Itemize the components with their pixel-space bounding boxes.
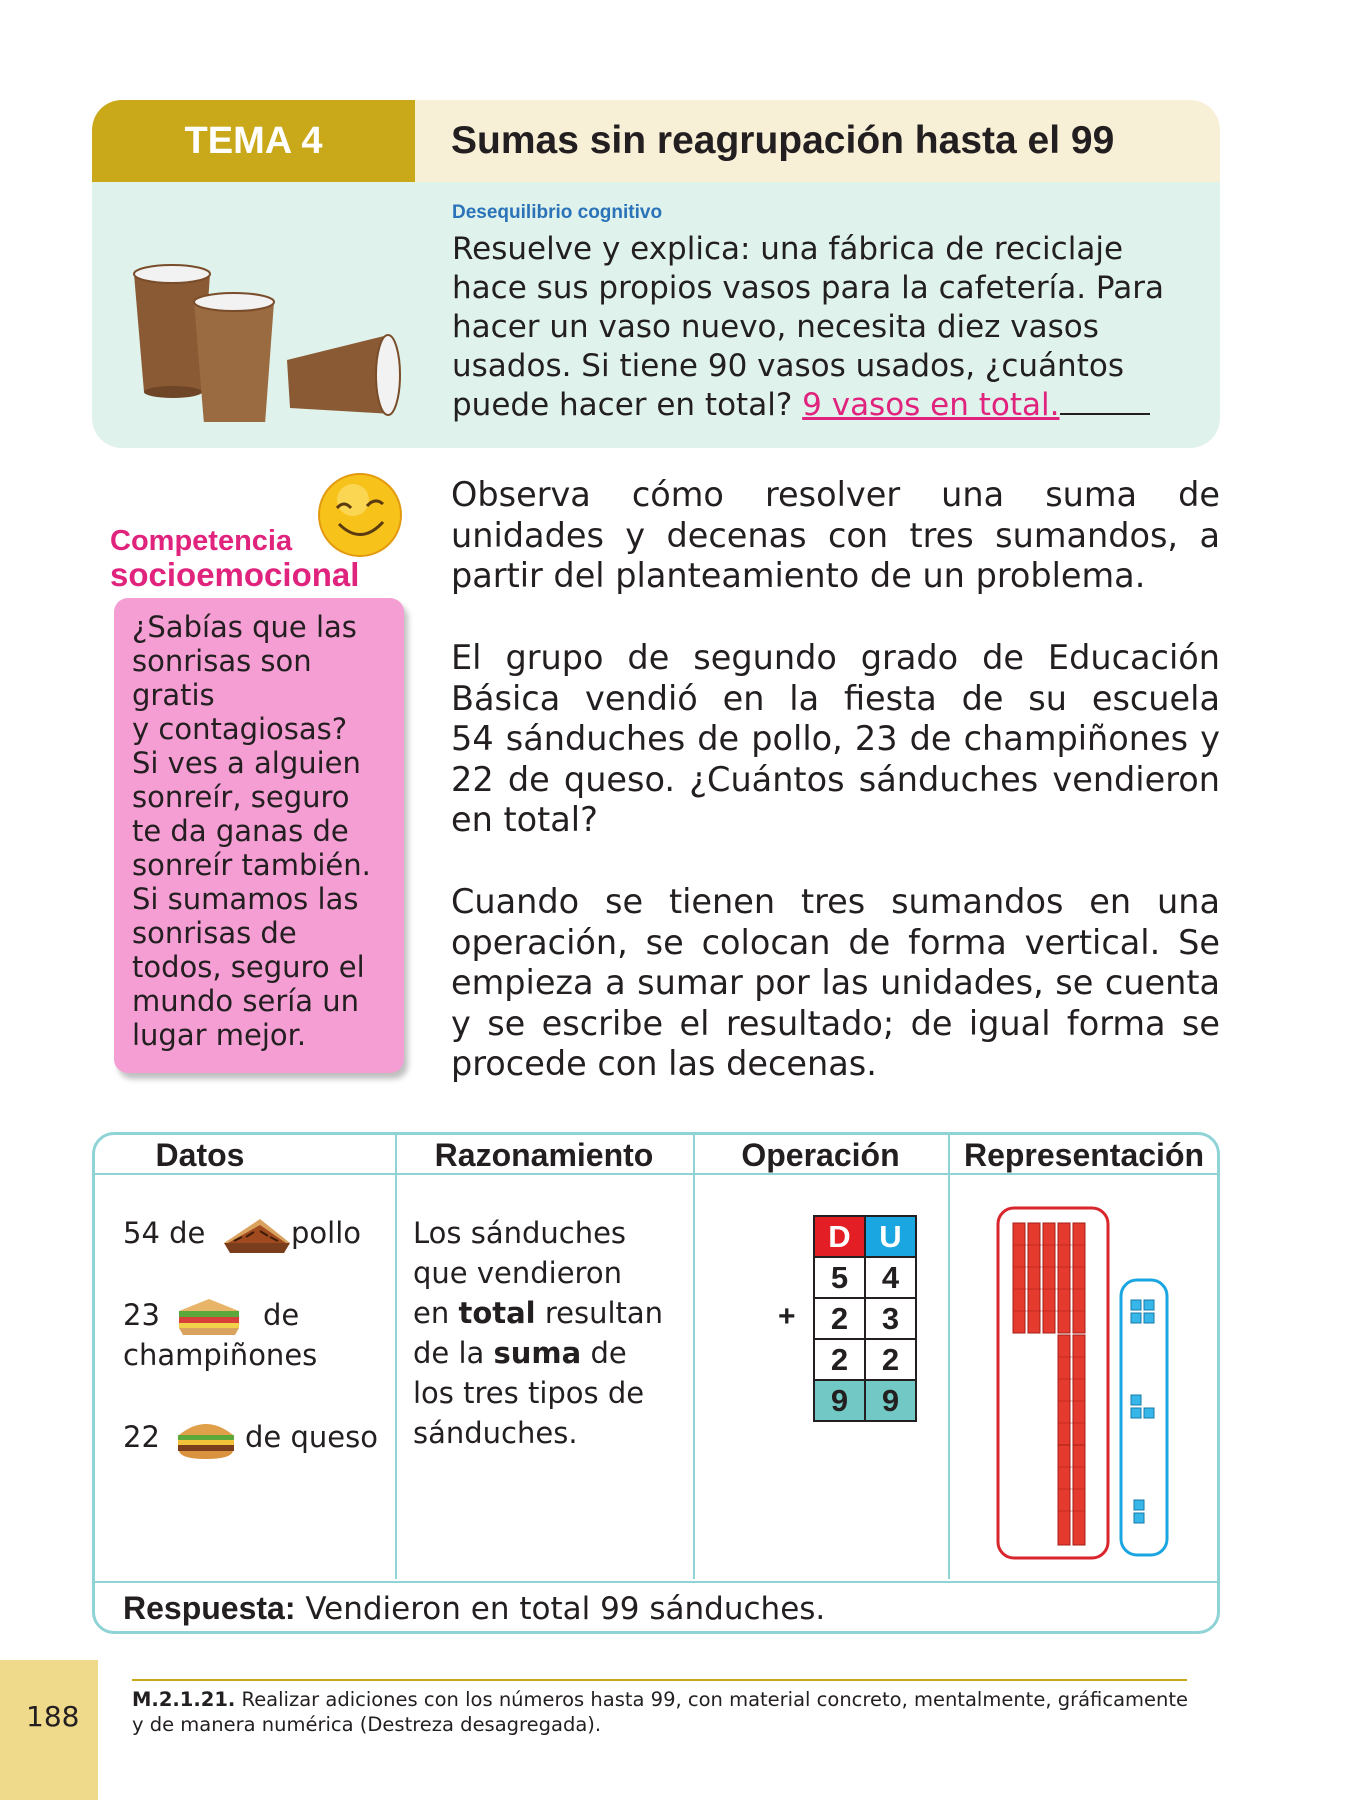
footer-skill — [132, 1687, 1202, 1737]
skill-text-2: y de manera numérica (Destreza desagregada). — [132, 1713, 602, 1736]
razon-line: sánduches. — [413, 1416, 578, 1450]
chicken-sandwich-icon — [220, 1213, 292, 1257]
skill-code: M.2.1.21. — [132, 1688, 236, 1711]
intro-paragraph — [451, 475, 1220, 597]
topic-title: Sumas sin reagrupación hasta el 99 — [415, 100, 1220, 182]
razon-line: los tres tipos de — [413, 1376, 645, 1410]
paragraph-line: 22 de queso. ¿Cuántos sánduches vendieron — [451, 759, 1220, 799]
page-number: 188 — [26, 1700, 80, 1733]
paragraph-line: El grupo de segundo grado de Educación — [451, 638, 1220, 677]
socio-line: gratis — [132, 678, 215, 712]
razon-line: Los sánduches — [413, 1216, 627, 1250]
paragraph-line: Básica vendió en la fiesta de su escuela — [451, 678, 1220, 718]
cognitive-question: puede hacer en total? — [452, 387, 793, 423]
header-razonamiento: Razonamiento — [434, 1136, 654, 1173]
razon-line: que vendieron — [413, 1256, 622, 1290]
socio-line: mundo sería un — [132, 984, 360, 1018]
socio-line: sonreír también. — [132, 848, 371, 882]
skill-text-1: Realizar adiciones con los números hasta 99, con material concreto, mentalmente, gráficamente — [241, 1688, 1189, 1711]
dato-champ-num: 23 — [123, 1298, 160, 1332]
socio-line: sonrisas son — [132, 644, 312, 678]
smiley-face-icon — [315, 470, 405, 560]
socio-line: Si ves a alguien — [132, 746, 361, 780]
cognitive-line: usados. Si tiene 90 vasos usados, ¿cuántos — [452, 348, 1124, 384]
answer-line — [123, 1590, 825, 1627]
tens-digit: 2 — [814, 1298, 865, 1339]
paragraph-line: y se escribe el resultado; de igual forma se — [451, 1003, 1220, 1043]
topic-header — [92, 100, 1220, 182]
page-number-tab — [0, 1660, 98, 1800]
razon-line — [413, 1293, 663, 1334]
answer-underline — [1060, 413, 1150, 415]
table-column-divider — [693, 1135, 695, 1579]
paragraph-line: en total? — [451, 800, 598, 839]
plus-sign: + — [778, 1300, 796, 1333]
method-paragraph — [451, 882, 1220, 1085]
paragraph-line: Cuando se tienen tres sumandos en una — [451, 882, 1220, 921]
socio-title-2: socioemocional — [110, 556, 360, 593]
base-ten-blocks-representation — [995, 1205, 1195, 1565]
header-datos: Datos — [155, 1136, 245, 1173]
socio-line: y contagiosas? — [132, 712, 348, 746]
answer-text: Vendieron en total 99 sánduches. — [305, 1591, 826, 1627]
table-column-divider — [948, 1135, 950, 1579]
footer-line-1 — [132, 1687, 1202, 1712]
tens-digit: 5 — [814, 1257, 865, 1298]
cognitive-line — [452, 386, 1212, 425]
cognitive-answer: 9 vasos en total. — [802, 387, 1060, 423]
razon-bold-suma: suma — [493, 1336, 582, 1370]
cognitive-box — [92, 182, 1220, 448]
result-units-digit: 9 — [865, 1380, 916, 1421]
dato-pollo-txt: pollo — [291, 1216, 362, 1250]
paper-cups-illustration — [122, 252, 412, 422]
mushroom-sandwich-icon — [173, 1295, 245, 1339]
units-digit: 3 — [865, 1298, 916, 1339]
paragraph-line: partir del planteamiento de un problema. — [451, 556, 1146, 595]
units-header: U — [865, 1216, 916, 1257]
dato-champ-de: de — [263, 1298, 300, 1332]
paragraph-line: unidades y decenas con tres sumandos, a — [451, 515, 1220, 555]
units-digit: 4 — [865, 1257, 916, 1298]
paragraph-line: 54 sánduches de pollo, 23 de champiñones y — [451, 719, 1220, 758]
cognitive-label: Desequilibrio cognitivo — [452, 202, 663, 223]
dato-queso-txt: de queso — [245, 1420, 378, 1454]
table-answer-divider — [95, 1581, 1217, 1583]
socio-line: todos, seguro el — [132, 950, 365, 984]
paragraph-line: procede con las decenas. — [451, 1044, 877, 1083]
razon-text: resultan — [544, 1296, 664, 1330]
paragraph-line: operación, se colocan de forma vertical. Se — [451, 922, 1220, 962]
paragraph-line: empieza a sumar por las unidades, se cuenta — [451, 963, 1220, 1002]
table-column-divider — [395, 1135, 397, 1579]
units-digit: 2 — [865, 1339, 916, 1380]
socio-line: ¿Sabías que las — [132, 610, 357, 644]
cheese-burger-icon — [173, 1415, 239, 1461]
cognitive-problem — [452, 230, 1212, 425]
razon-text: de — [590, 1336, 627, 1370]
answer-label: Respuesta: — [123, 1590, 296, 1626]
dato-queso-num: 22 — [123, 1420, 160, 1454]
razon-line — [413, 1333, 627, 1374]
cognitive-line: Resuelve y explica: una fábrica de reciclaje — [452, 231, 1124, 267]
topic-number: TEMA 4 — [92, 100, 415, 182]
header-representacion: Representación — [963, 1136, 1205, 1173]
socio-line: Si sumamos las — [132, 882, 359, 916]
socio-line: sonrisas de — [132, 916, 297, 950]
razon-text: de la — [413, 1336, 485, 1370]
tens-header: D — [814, 1216, 865, 1257]
footer-divider — [132, 1679, 1187, 1681]
socio-line: lugar mejor. — [132, 1018, 307, 1052]
socio-line: sonreír, seguro — [132, 780, 350, 814]
result-tens-digit: 9 — [814, 1380, 865, 1421]
place-value-grid — [813, 1215, 917, 1422]
header-operacion: Operación — [741, 1136, 900, 1173]
cognitive-line: hacer un vaso nuevo, necesita diez vasos — [452, 309, 1099, 345]
socio-line: te da ganas de — [132, 814, 349, 848]
problem-paragraph — [451, 638, 1220, 841]
socio-title-1: Competencia — [110, 525, 293, 557]
tens-digit: 2 — [814, 1339, 865, 1380]
solution-table — [92, 1132, 1220, 1634]
razon-bold-total: total — [458, 1296, 536, 1330]
socio-box — [114, 598, 404, 1073]
dato-pollo-num: 54 de — [123, 1216, 206, 1250]
razon-text: en — [413, 1296, 450, 1330]
paragraph-line: Observa cómo resolver una suma de — [451, 475, 1220, 514]
cognitive-line: hace sus propios vasos para la cafetería. Para — [452, 270, 1164, 306]
dato-champ-txt: champiñones — [123, 1338, 318, 1372]
